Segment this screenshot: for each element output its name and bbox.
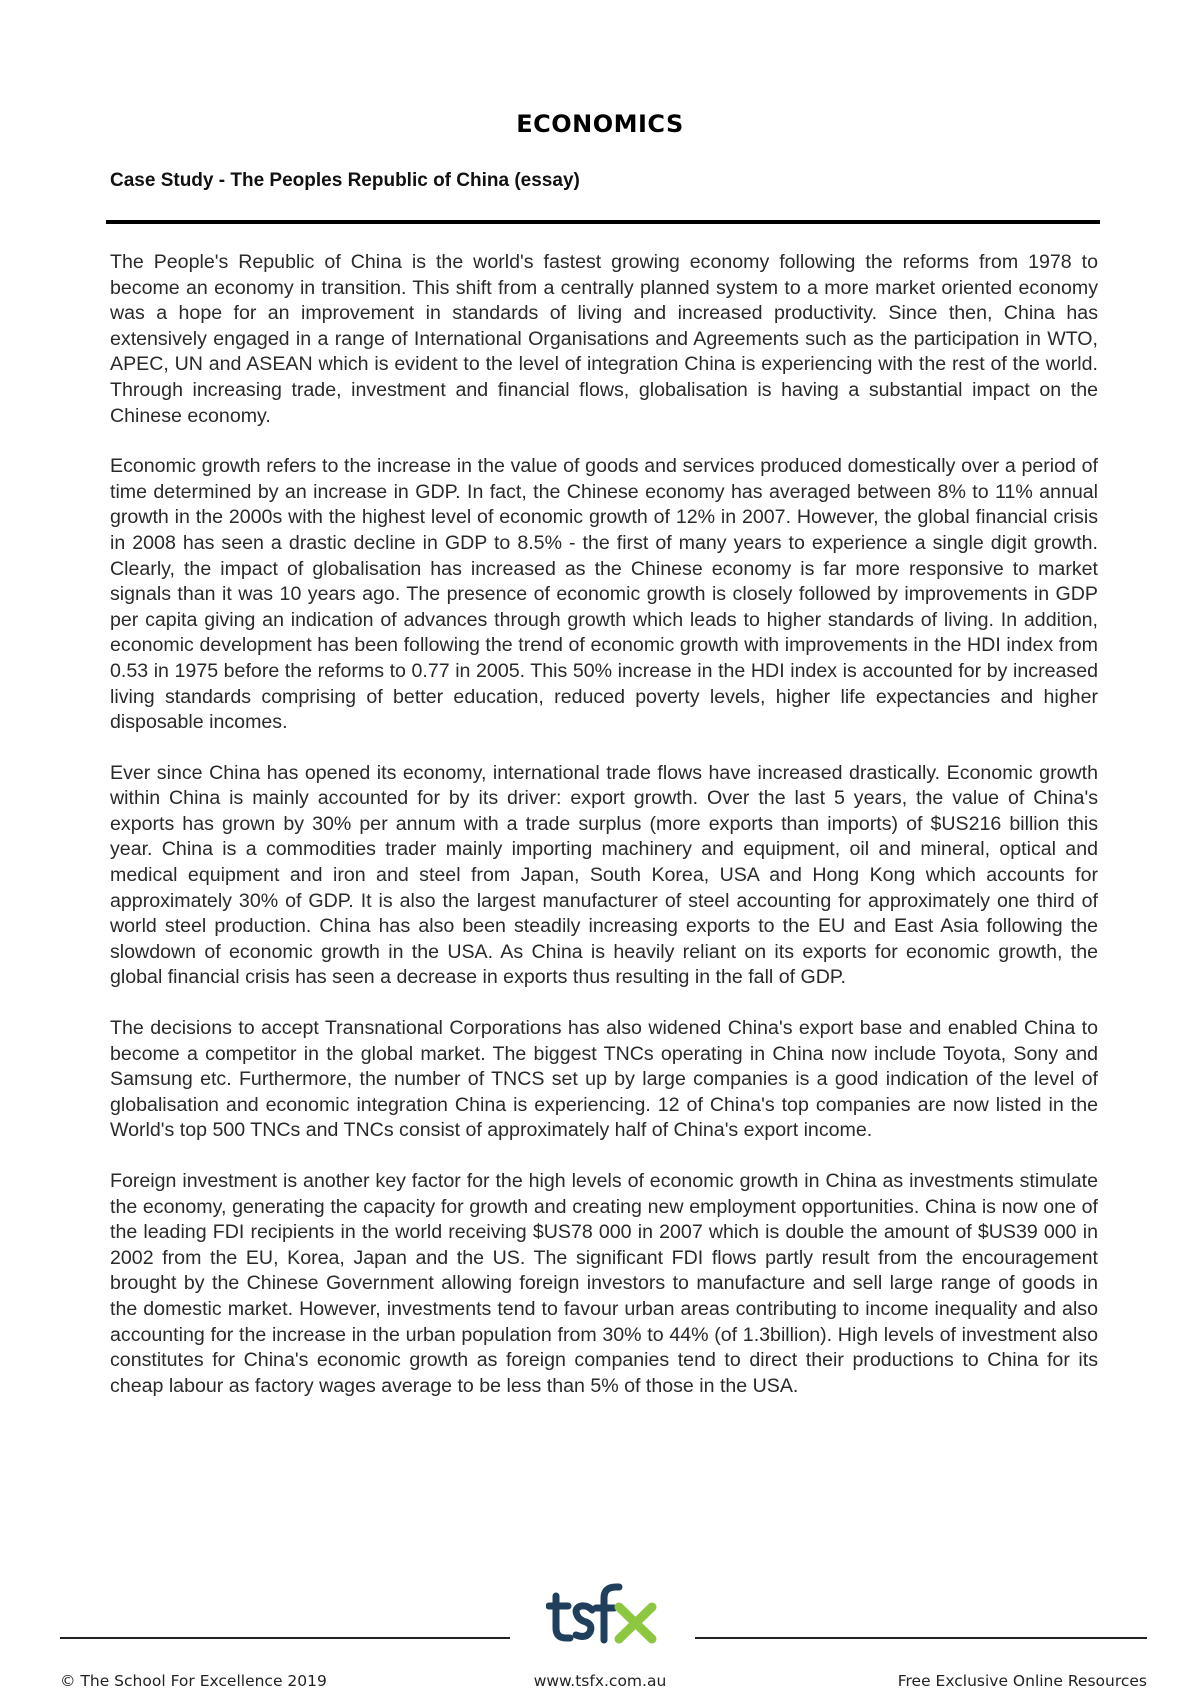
header-divider (106, 220, 1100, 224)
footer-website-link[interactable]: www.tsfx.com.au (533, 1672, 667, 1690)
footer-tagline: Free Exclusive Online Resources (897, 1672, 1147, 1690)
essay-body (110, 250, 1098, 1424)
footer-copyright: © The School For Excellence 2019 (60, 1672, 327, 1690)
paragraph-3: Ever since China has opened its economy, international trade flows have increased drastically. Economic growth within China is mainly accounted for by its driver: export growth. Over the last 5 years, the value of China's exports has grown by 30% per annum with a trade surplus (more exports than imports) of $US216 billion this year. China is a commodities trader mainly importing machinery and equipment, oil and mineral, optical and medical equipment and iron and steel from Japan, South Korea, USA and Hong Kong which accounts for approximately 30% of GDP. It is also the largest manufacturer of steel accounting for approximately one third of world steel production. China has also been steadily increasing exports to the EU and East Asia following the slowdown of economic growth in the USA. As China is heavily reliant on its exports for economic growth, the global financial crisis has seen a decrease in exports thus resulting in the fall of GDP. (110, 761, 1098, 989)
paragraph-4: The decisions to accept Transnational Corporations has also widened China's export base and enabled China to become a competitor in the global market. The biggest TNCs operating in China now include Toyota, Sony and Samsung etc. Furthermore, the number of TNCS set up by large companies is a good indication of the level of globalisation and economic integration China is experiencing. 12 of China's top companies are now listed in the World's top 500 TNCs and TNCs consist of approximately half of China's export income. (110, 1017, 1098, 1142)
paragraph-2: Economic growth refers to the increase in the value of goods and services produced domestically over a period of time determined by an increase in GDP. In fact, the Chinese economy has averaged between 8% to 11% annual growth in the 2000s with the highest level of economic growth of 12% in 2007. However, the global financial crisis in 2008 has seen a drastic decline in GDP to 8.5% - the first of many years to experience a single digit growth. Clearly, the impact of globalisation has increased as the Chinese economy is far more responsive to market signals than it was 10 years ago. The presence of economic growth is closely followed by improvements in GDP per capita giving an indication of advances through growth which leads to higher standards of living. In addition, economic development has been following the trend of economic growth with improvements in the HDI index from 0.53 in 1975 before the reforms to 0.77 in 2005. This 50% increase in the HDI index is accounted for by increased living standards comprising of better education, reduced poverty levels, higher life expectancies and higher disposable incomes. (110, 455, 1098, 734)
tsfx-logo (546, 1582, 658, 1646)
paragraph-5: Foreign investment is another key factor for the high levels of economic growth in China as investments stimulate the economy, generating the capacity for growth and creating new employment opportunities. China is now one of the leading FDI recipients in the world receiving $US78 000 in 2007 which is double the amount of $US39 000 in 2002 from the EU, Korea, Japan and the US. The significant FDI flows partly result from the encouragement brought by the Chinese Government allowing foreign investors to manufacture and sell large range of goods in the domestic market. However, investments tend to favour urban areas contributing to income inequality and also accounting for the increase in the urban population from 30% to 44% (of 1.3billion). High levels of investment also constitutes for China's economic growth as foreign companies tend to direct their productions to China for its cheap labour as factory wages average to be less than 5% of those in the USA. (110, 1170, 1098, 1397)
page-footer (0, 1580, 1200, 1696)
document-subtitle: Case Study - The Peoples Republic of China (essay) (110, 170, 580, 191)
paragraph-1: The People's Republic of China is the world's fastest growing economy following the reforms from 1978 to become an economy in transition. This shift from a centrally planned system to a more market oriented economy was a hope for an improvement in standards of living and increased productivity. Since then, China has extensively engaged in a range of International Organisations and Agreements such as the participation in WTO, APEC, UN and ASEAN which is evident to the level of integration China is experiencing with the rest of the world. Through increasing trade, investment and financial flows, globalisation is having a substantial impact on the Chinese economy. (110, 251, 1098, 427)
footer-divider-left (60, 1637, 510, 1639)
document-title: ECONOMICS (516, 110, 684, 138)
footer-divider-right (695, 1637, 1147, 1639)
